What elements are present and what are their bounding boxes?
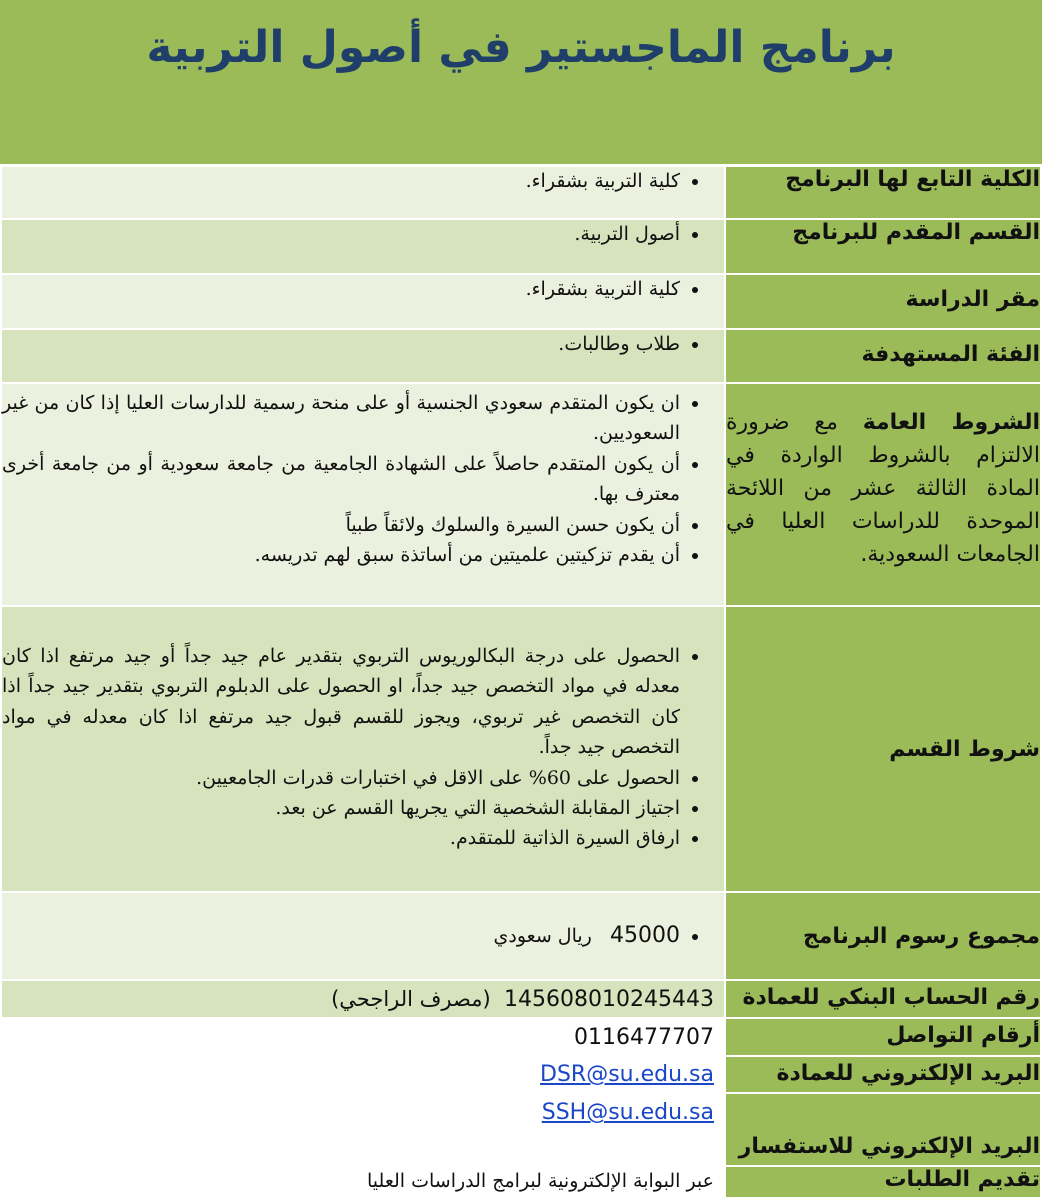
list-item: • كلية التربية بشقراء. [2,275,680,304]
table-row-apply [1,1166,1041,1197]
email-inquiry-link[interactable]: SSH@su.edu.sa [541,1100,714,1126]
table-row-email-inquiry [1,1093,1041,1166]
general-conditions-list [1,383,725,606]
row-value [1,166,725,219]
general-conditions-label [725,383,1041,606]
email-inquiry-label: البريد الإلكتروني للاستفسار [725,1093,1041,1166]
table-row [1,329,1041,383]
apply-value: عبر البوابة الإلكترونية لبرامج الدراسات العليا [1,1166,725,1197]
list-item: • أن يقدم تزكيتين علميتين من أساتذة سبق لهم تدريسه. [2,540,680,570]
row-label: الكلية التابع لها البرنامج [725,166,1041,219]
table-row [1,219,1041,274]
bank-name: (مصرف الراجحي) [331,987,491,1011]
phone-label: أرقام التواصل [725,1018,1041,1056]
fees-amount: 45000 [610,922,680,948]
program-info-table [0,165,1042,1199]
list-item: • ان يكون المتقدم سعودي الجنسية أو على منحة رسمية للدارسات العليا إذا كان من غير السعوديين. [2,388,680,449]
list-item: • الحصول على 60% على الاقل في اختبارات قدرات الجامعيين. [2,763,680,793]
dept-conditions-label: شروط القسم [725,606,1041,892]
table-row-phone [1,1018,1041,1056]
fees-value [1,892,725,980]
list-item [2,919,680,953]
email-inquiry-value [1,1093,725,1166]
fees-currency: ريال سعودي [493,924,592,947]
table-row-bank [1,980,1041,1018]
row-label: مقر الدراسة [725,274,1041,329]
phone-number: 0116477707 [574,1025,714,1051]
page-title: برنامج الماجستير في أصول التربية [146,22,896,73]
list-item: • الحصول على درجة البكالوريوس التربوي بتقدير عام جيد جداً أو جيد مرتفع اذا كان معدله في مواد التخصص جيد جداً، او الحصول على الدبلوم التربوي بتقدير جيد جداً اذا كان التخصص غير تربوي، ويجوز للقسم قبول جيد مرتفع اذا كان معدله في مواد التخصص جيد جداً. [2,641,680,763]
bank-account-number: 145608010245443 [504,987,714,1012]
list-item: • أن يكون حسن السيرة والسلوك ولائقاً طبياً [2,510,680,540]
dept-conditions-list [1,606,725,892]
email-deanship-link[interactable]: DSR@su.edu.sa [540,1062,714,1088]
list-item: • ارفاق السيرة الذاتية للمتقدم. [2,823,680,853]
phone-value [1,1018,725,1056]
list-item: • اجتياز المقابلة الشخصية التي يجريها القسم عن بعد. [2,793,680,823]
email-deanship-value [1,1056,725,1093]
apply-label: تقديم الطلبات [725,1166,1041,1197]
list-item: • كلية التربية بشقراء. [2,167,680,196]
table-row-dept-conditions [1,606,1041,892]
table-row [1,166,1041,219]
row-label: الفئة المستهدفة [725,329,1041,383]
list-item: • طلاب وطالبات. [2,330,680,359]
general-conditions-title: الشروط العامة [862,410,1041,435]
table-row-email-deanship [1,1056,1041,1093]
row-label: القسم المقدم للبرنامج [725,219,1041,274]
list-item: • أصول التربية. [2,220,680,249]
row-value [1,329,725,383]
table-row-fees [1,892,1041,980]
table-row [1,274,1041,329]
general-conditions-note: مع ضرورة الالتزام بالشروط الواردة في المادة الثالثة عشر من اللائحة الموحدة للدراسات العليا في الجامعات السعودية. [726,410,1040,567]
list-item: • أن يكون المتقدم حاصلاً على الشهادة الجامعية من جامعة سعودية أو من جامعة أخرى معترف بها. [2,449,680,510]
fees-label: مجموع رسوم البرنامج [725,892,1041,980]
row-value [1,219,725,274]
email-deanship-label: البريد الإلكتروني للعمادة [725,1056,1041,1093]
bank-label: رقم الحساب البنكي للعمادة [725,980,1041,1018]
bank-value [1,980,725,1018]
row-value [1,274,725,329]
table-row-general-conditions [1,383,1041,606]
title-banner [0,0,1042,166]
